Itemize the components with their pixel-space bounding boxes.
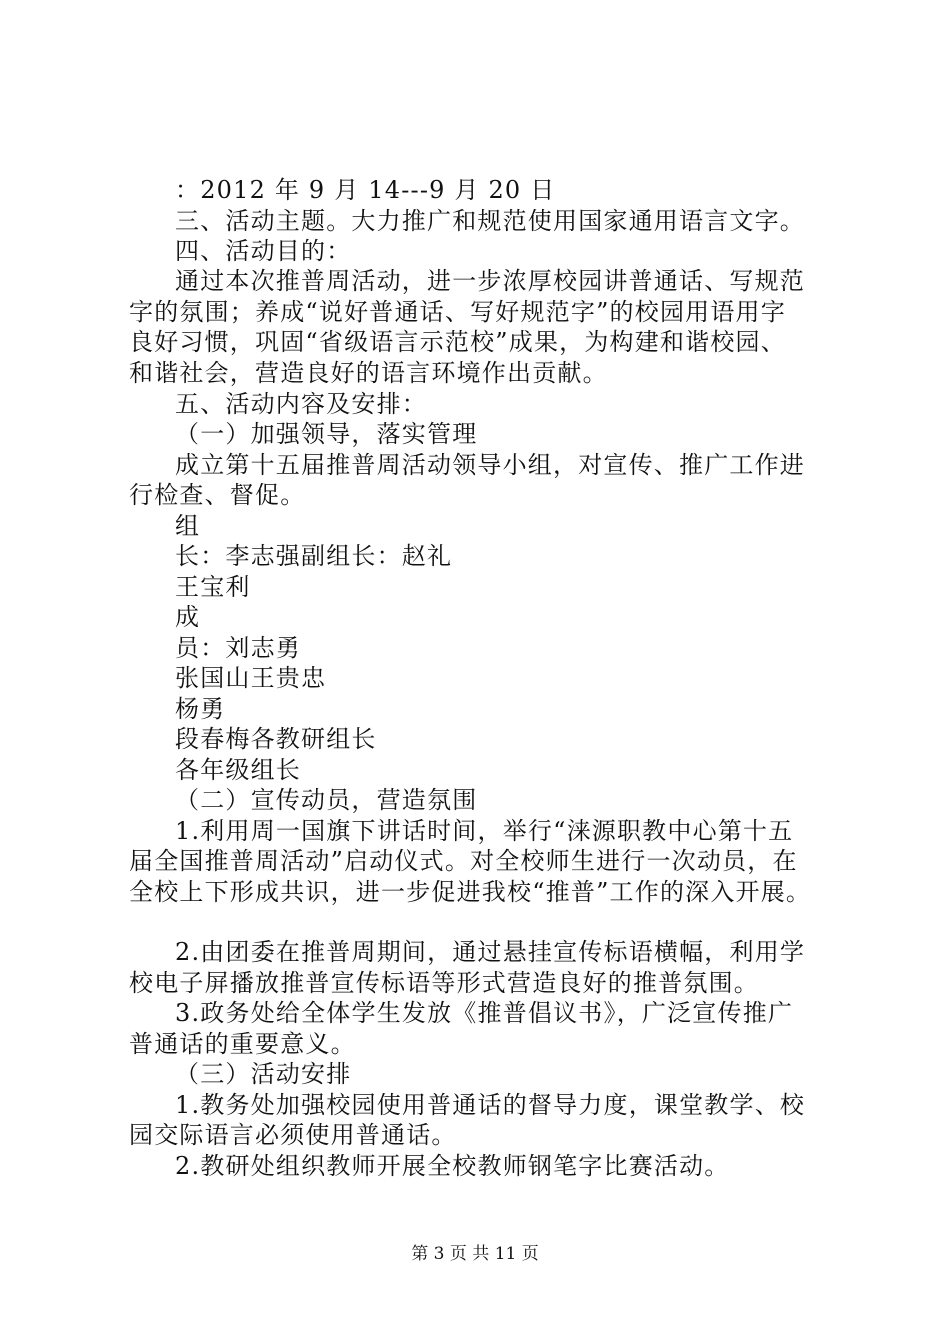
section-heading-content: 五、活动内容及安排：	[175, 390, 427, 418]
section-heading-theme: 三、活动主题。大力推广和规范使用国家通用语言文字。	[175, 207, 805, 235]
paragraph-line: 1.利用周一国旗下讲话时间，举行“涞源职教中心第十五	[175, 817, 794, 845]
paragraph-line: 2.由团委在推普周期间，通过悬挂宣传标语横幅，利用学	[175, 938, 806, 966]
paragraph-line: 3.政务处给全体学生发放《推普倡议书》，广泛宣传推广	[175, 999, 794, 1027]
member-list-line: 长：李志强副组长：赵礼	[175, 542, 453, 570]
member-list-line: 段春梅各教研组长	[175, 725, 377, 753]
paragraph-line: 良好习惯，巩固“省级语言示范校”成果，为构建和谐校园、	[129, 328, 786, 356]
paragraph-line: 和谐社会，营造良好的语言环境作出贡献。	[129, 359, 608, 387]
paragraph-line: 字的氛围；养成“说好普通话、写好规范字”的校园用语用字	[129, 298, 786, 326]
member-list-line: 王宝利	[175, 573, 251, 601]
paragraph-line: 成立第十五届推普周活动领导小组，对宣传、推广工作进	[175, 451, 805, 479]
date-line: ：2012 年 9 月 14---9 月 20 日	[175, 176, 556, 204]
member-list-line: 成	[175, 603, 201, 631]
paragraph-line: 2.教研处组织教师开展全校教师钢笔字比赛活动。	[175, 1152, 730, 1180]
paragraph-line: 1.教务处加强校园使用普通话的督导力度，课堂教学、校	[175, 1091, 806, 1119]
paragraph-line: 普通话的重要意义。	[129, 1030, 356, 1058]
paragraph-line: 全校上下形成共识，进一步促进我校“推普”工作的深入开展。	[129, 878, 812, 906]
member-list-line: 张国山王贵忠	[175, 664, 327, 692]
member-list-line: 组	[175, 512, 201, 540]
paragraph-line: 届全国推普周活动”启动仪式。对全校师生进行一次动员，在	[129, 847, 798, 875]
member-list-line: 杨勇	[175, 695, 226, 723]
page-number-footer: 第 3 页 共 11 页	[411, 1244, 539, 1264]
paragraph-line: 行检查、督促。	[129, 481, 306, 509]
paragraph-line: 园交际语言必须使用普通话。	[129, 1121, 457, 1149]
subsection-heading-publicity: （二）宣传动员，营造氛围	[175, 786, 478, 814]
section-heading-purpose: 四、活动目的：	[175, 237, 352, 265]
subsection-heading-schedule: （三）活动安排	[175, 1060, 352, 1088]
member-list-line: 员：刘志勇	[175, 634, 301, 662]
subsection-heading-leadership: （一）加强领导，落实管理	[175, 420, 478, 448]
paragraph-line: 校电子屏播放推普宣传标语等形式营造良好的推普氛围。	[129, 969, 759, 997]
member-list-line: 各年级组长	[175, 756, 301, 784]
paragraph-line: 通过本次推普周活动，进一步浓厚校园讲普通话、写规范	[175, 267, 805, 295]
